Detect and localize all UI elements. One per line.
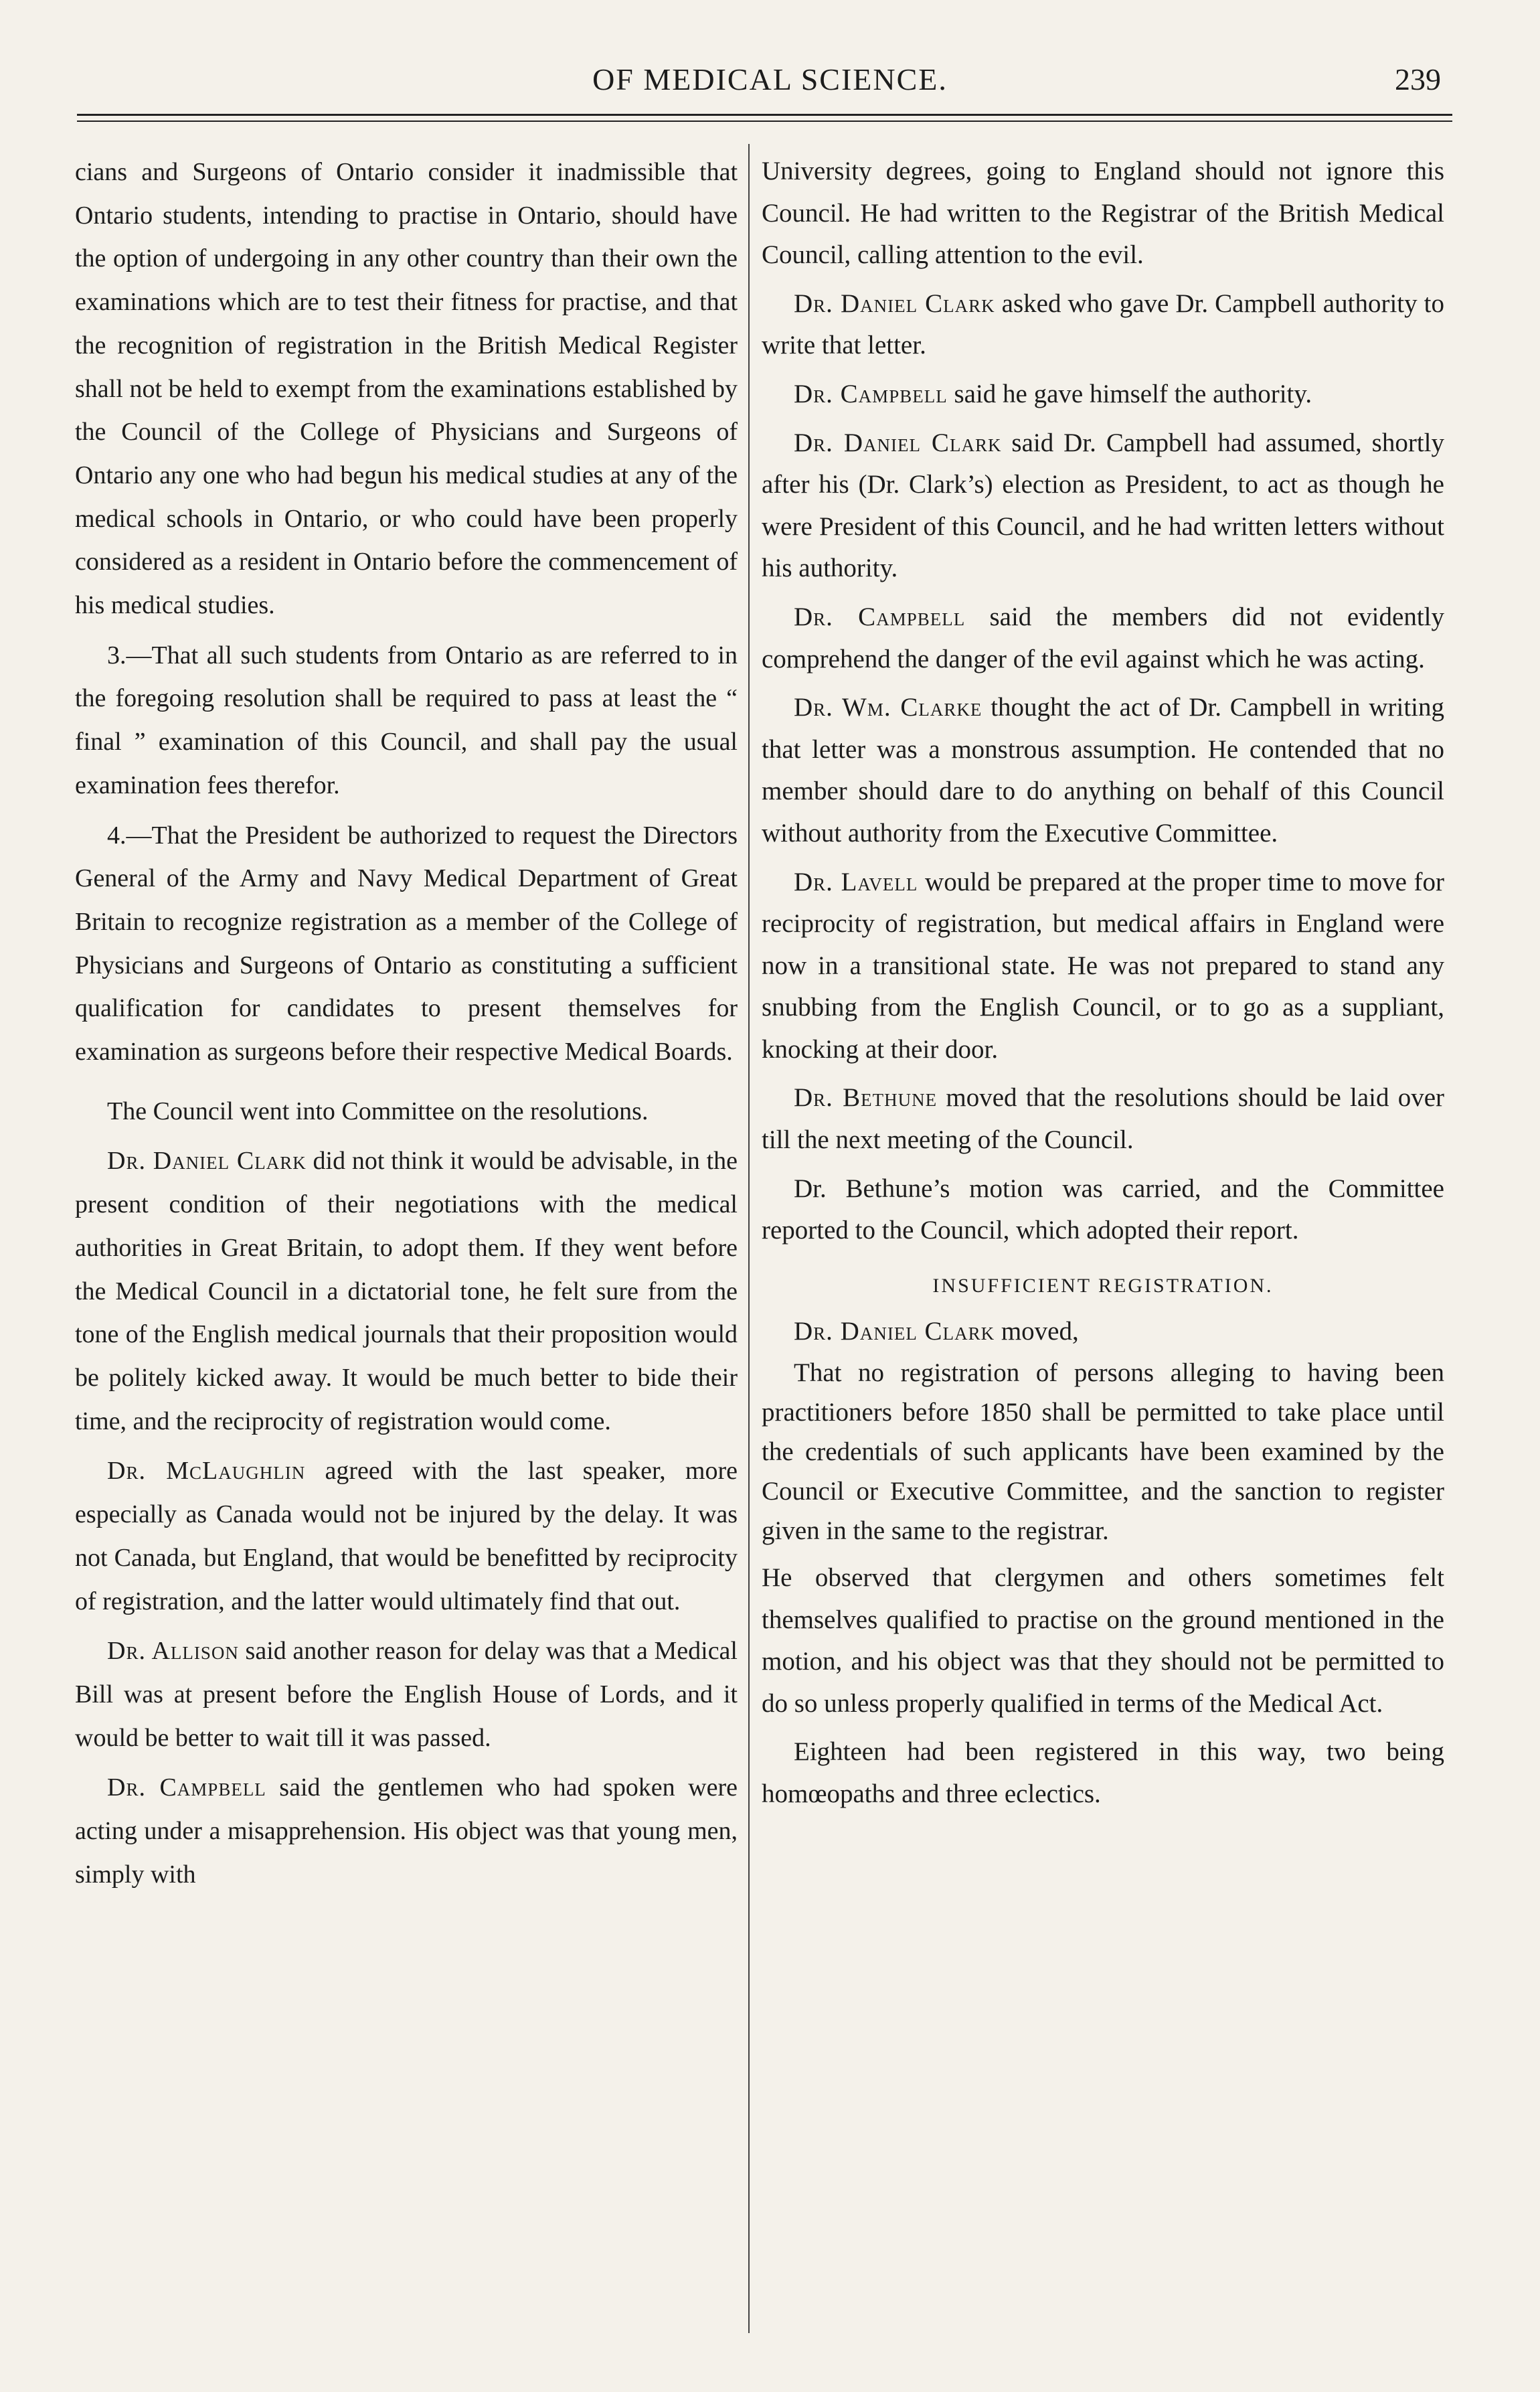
paragraph-text: said the members did not evidently comprehend the danger of the evil against which he was acting. (762, 602, 1444, 673)
speaker-name: Dr. McLaughlin (107, 1457, 306, 1486)
paragraph-text: would be prepared at the proper time to move for reciprocity of registration, but medical affairs in England were now in a transitional state. He was not prepared to stand any snubbing from the English Council, or to go as a suppliant, knocking at their door. (762, 867, 1445, 1064)
paragraph-text: said the gentlemen who had spoken were acting under a misapprehension. His object was that young men, simply with (75, 1773, 738, 1889)
paragraph (762, 596, 1444, 680)
paragraph: University degrees, going to England should not ignore this Council. He had written to the Registrar of the British Medical Council, calling attention to the evil. (762, 157, 1444, 270)
paragraph-text: said another reason for delay was that a Medical Bill was at present before the English House of Lords, and it would be better to wait till it was passed. (75, 1637, 738, 1752)
section-heading: INSUFFICIENT REGISTRATION. (932, 1274, 1274, 1297)
paragraph (75, 1629, 738, 1759)
speaker-name: Dr. Lavell (794, 867, 918, 896)
speaker-name: Dr. Daniel Clark (794, 1317, 995, 1346)
paragraph (75, 1139, 738, 1443)
speaker-name: Dr. Campbell (794, 379, 948, 408)
paragraph: 4.—That the President be authorized to request the Directors General of the Army and Navy Medical Department of Great Britain to recognize registration as a member of the College of Physicians and Surgeons of Ontario as constituting a sufficient qualification for candidates to present themselves for examination as surgeons before their respective Medical Boards. (75, 821, 738, 1066)
paragraph (762, 1077, 1444, 1161)
speaker-name: Dr. Daniel Clark (794, 289, 995, 318)
speaker-name: Dr. Wm. Clarke (794, 693, 982, 722)
paragraph-text: said he gave himself the authority. (947, 379, 1312, 408)
speaker-name: Dr. Bethune (794, 1083, 938, 1113)
speaker-name: Dr. Daniel Clark (107, 1147, 307, 1176)
running-title: OF MEDICAL SCIENCE. (592, 62, 948, 96)
speaker-name: Dr. Daniel Clark (794, 428, 1002, 457)
column-divider (748, 144, 750, 2333)
paragraph: Dr. Bethune’s motion was carried, and the Committee reported to the Council, which adopted their report. (762, 1174, 1444, 1245)
paragraph-text: moved, (995, 1317, 1079, 1346)
motion-text: That no registration of persons alleging to having been practitioners before 1850 shall be permitted to take place until the credentials of such applicants have been examined by the Council or Executive Committee, and the sanction to register given in the same to the registrar. (762, 1358, 1444, 1546)
paragraph-text: did not think it would be advisable, in the present condition of their negotiations with the medical authorities in Great Britain, to adopt them. If they went before the Medical Council in a dictatorial tone, he felt sure from the tone of the English medical journals that their proposition would be politely kicked away. It would be much better to bide their time, and the reciprocity of registration would come. (75, 1147, 738, 1435)
paragraph-text: moved that the resolutions should be laid over till the next meeting of the Council. (762, 1083, 1444, 1155)
paragraph-text: thought the act of Dr. Campbell in writing that letter was a monstrous assumption. He contended that no member should dare to do anything on behalf of this Council without authority from the Executive Committee. (762, 693, 1444, 848)
paragraph (762, 1311, 1444, 1353)
page-number: 239 (1395, 62, 1441, 96)
paragraph: The Council went into Committee on the resolutions. (107, 1097, 649, 1125)
paragraph-text: agreed with the last speaker, more especially as Canada would not be injured by the delay. It was not Canada, but England, that would be benefitted by reciprocity of registration, and the latter would ultimately find that out. (75, 1457, 738, 1615)
speaker-name: Dr. Allison (107, 1637, 239, 1666)
paragraph (762, 374, 1444, 416)
paragraph (762, 862, 1444, 1071)
speaker-name: Dr. Campbell (107, 1773, 266, 1802)
paragraph-text: said Dr. Campbell had assumed, shortly after his (Dr. Clark’s) election as President, to act as though he were President of this Council, and he had written letters without his authority. (762, 428, 1444, 583)
paragraph (762, 422, 1444, 590)
paragraph: He observed that clergymen and others sometimes felt themselves qualified to practise on the ground mentioned in the motion, and his object was that they should not be permitted to do so unless properly qualified in terms of the Medical Act. (762, 1563, 1444, 1718)
paragraph: cians and Surgeons of Ontario consider it inadmissible that Ontario students, intending to practise in Ontario, should have the option of undergoing in any other country than their own the examinations which are to test their fitness for practise, and that the recognition of registration in the British Medical Register shall not be held to exempt from the examinations established by the Council of the College of Physicians and Surgeons of Ontario any one who had begun his medical studies at any of the medical schools in Ontario, or who could have been properly considered as a resident in Ontario before the commencement of his medical studies. (75, 158, 738, 620)
paragraph (762, 687, 1444, 854)
paragraph: 3.—That all such students from Ontario as are referred to in the foregoing resolution shall be required to pass at least the “ final ” examination of this Council, and shall pay the usual examination fees therefor. (75, 641, 738, 799)
left-column (75, 151, 738, 1896)
right-column (762, 151, 1444, 1816)
header-rule (77, 114, 1452, 116)
paragraph: Eighteen had been registered in this way, two being homœopaths and three eclectics. (762, 1737, 1444, 1808)
paragraph (75, 1766, 738, 1896)
paragraph (75, 1449, 738, 1623)
header-rule-thin (77, 121, 1452, 122)
paragraph-text: asked who gave Dr. Campbell authority to write that letter. (762, 289, 1444, 360)
paragraph (762, 283, 1444, 367)
speaker-name: Dr. Campbell (794, 602, 966, 631)
